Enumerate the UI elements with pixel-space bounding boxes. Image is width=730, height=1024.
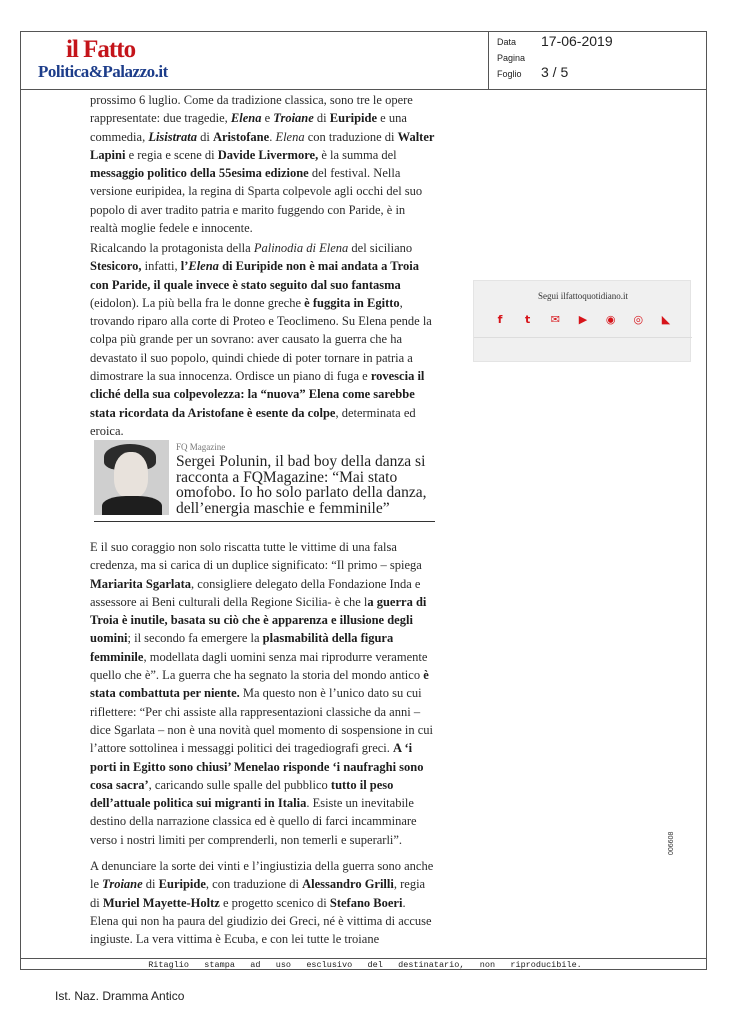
text-run: di bbox=[142, 877, 159, 892]
text-run: , con traduzione di bbox=[205, 877, 303, 892]
logo-line-1: il Fatto bbox=[66, 36, 136, 63]
article-paragraph-1 bbox=[90, 91, 435, 237]
text-run: e regia e scene di bbox=[125, 147, 218, 162]
publication-logo bbox=[38, 34, 208, 84]
text-run: e una commedia, bbox=[90, 111, 407, 144]
page-label: Pagina bbox=[497, 53, 526, 63]
text-run: Troiane bbox=[102, 877, 143, 892]
text-run: , consigliere delegato della Fondazione Inda e assessore ai Beni culturali della Regione Sicilia- è che l bbox=[90, 576, 421, 609]
text-run: e bbox=[261, 111, 274, 126]
text-run: Davide Livermore, bbox=[217, 147, 319, 162]
text-run: (eidolon). La più bella fra le donne greche bbox=[90, 295, 305, 310]
text-run: di bbox=[196, 129, 213, 144]
text-run: Stesicoro, bbox=[90, 259, 142, 274]
text-run: , regia di bbox=[90, 877, 426, 910]
text-run: prossimo 6 luglio. Come da tradizione classica, sono tre le opere rappresentate: due tragedie, bbox=[90, 93, 413, 126]
text-run: con traduzione di bbox=[304, 129, 398, 144]
text-run: , trovando riparo alla corte di Proteo e Teoclimeno. Su Elena pende la colpa più grande per un sovrano: aver causato la guerra che ha devastato il suo popolo, quindi chiede di poter tornare in patria a dimostrare la sua innocenza. Ordisce un piano di fuga e bbox=[90, 295, 432, 384]
reproduction-disclaimer: Ritaglio stampa ad uso esclusivo del destinatario, non riproducibile. bbox=[148, 960, 582, 970]
text-run: Ma questo non è l’unico dato su cui riflettere: “Per chi assiste alla rappresentazioni classiche da anni – dice Sgarlata – non è una novità quel momento di sospensione in cui l’attore sottolinea i messaggi politici dei tragediografi greci. bbox=[90, 686, 433, 756]
sheet-value: 3 / 5 bbox=[541, 64, 569, 80]
article-paragraph-3 bbox=[90, 538, 435, 849]
text-run: A ‘i porti in Egitto sono chiusi’ Menelao risponde ‘i naufraghi sono cosa sacra’ bbox=[90, 741, 424, 792]
follow-text: Segui ilfattoquotidiano.it bbox=[538, 291, 628, 301]
text-run: Palinodia di Elena bbox=[253, 241, 349, 255]
meta-divider bbox=[488, 31, 489, 89]
sheet-label: Foglio bbox=[497, 69, 522, 79]
header-divider bbox=[20, 89, 707, 90]
facebook-icon[interactable]: f bbox=[497, 313, 503, 326]
text-run: ; il secondo fa emergere la bbox=[127, 631, 263, 646]
text-run: Alessandro Grilli bbox=[302, 877, 394, 892]
text-run: Walter Lapini bbox=[90, 129, 435, 162]
text-run: e progetto scenico di bbox=[219, 895, 330, 910]
text-run: Ricalcando la protagonista della bbox=[90, 241, 254, 255]
text-run: l’ bbox=[180, 259, 189, 274]
text-run: tutto il peso dell’attuale politica sui migranti in Italia bbox=[90, 777, 394, 811]
text-run: plasmabilità della figura femminile bbox=[90, 631, 394, 664]
text-run: Elena bbox=[275, 129, 305, 144]
clipping-source: Ist. Naz. Dramma Antico bbox=[55, 989, 185, 1003]
text-run: A denunciare la sorte dei vinti e l’ingiustizia della guerra sono anche le bbox=[90, 859, 434, 892]
text-run: . Elena qui non ha paura del giudizio dei Greci, né è vittima di accuse ingiuste. La vera vittima è Ecuba, e con lei tutte le troiane bbox=[90, 895, 432, 947]
messenger-icon[interactable]: ◉ bbox=[605, 313, 616, 326]
related-article-category: FQ Magazine bbox=[176, 442, 226, 452]
text-run: messaggio politico della 55esima edizione bbox=[90, 166, 309, 181]
related-article-title[interactable]: Sergei Polunin, il bad boy della danza si racconta a FQMagazine: “Mai stato omofobo. Io ho solo parlato della danza, dell’energia maschie e femminile” bbox=[176, 453, 427, 517]
instagram-icon[interactable]: ◎ bbox=[633, 313, 644, 326]
text-run: Aristofane bbox=[212, 129, 270, 144]
text-run: è la summa del bbox=[318, 147, 397, 162]
text-run: Euripide bbox=[329, 111, 378, 126]
related-article-divider bbox=[94, 521, 435, 522]
text-run: Muriel Mayette-Holtz bbox=[102, 895, 220, 910]
text-run: Lisistrata bbox=[148, 129, 197, 144]
text-run: , determinata ed eroica. bbox=[90, 405, 416, 438]
text-run: infatti, bbox=[141, 259, 181, 274]
date-value: 17-06-2019 bbox=[541, 33, 613, 49]
related-article-thumbnail[interactable] bbox=[94, 440, 169, 515]
text-run: è stata combattuta per niente. bbox=[90, 668, 429, 701]
rss-icon[interactable]: ◣ bbox=[661, 313, 671, 326]
text-run: , caricando sulle spalle del pubblico bbox=[148, 777, 331, 792]
text-run: a guerra di Troia è inutile, basata su ciò che è apparenza e illusione degli uomini bbox=[90, 594, 427, 646]
text-run: di bbox=[313, 111, 330, 126]
text-run: Elena bbox=[188, 259, 219, 274]
text-run: del festival. Nella versione euripidea, la regina di Sparta colpevole agli occhi del suo popolo di aver tradito patria e marito fuggendo con Paride, è in realtà moglie fedele e innocente. bbox=[90, 166, 423, 236]
text-run: . bbox=[269, 129, 276, 144]
social-follow-box bbox=[473, 280, 691, 362]
article-paragraph-4 bbox=[90, 857, 435, 948]
text-run: rovescia il cliché della sua colpevolezza: la “nuova” Elena come sarebbe stata ricordata da Aristofane è esente da colpe bbox=[90, 369, 425, 420]
side-reference-number: 006608 bbox=[668, 831, 675, 855]
text-run: E il suo coraggio non solo riscatta tutte le vittime di una falsa credenza, ma si carica di un duplice significato: “Il primo – spiega bbox=[90, 540, 422, 573]
text-run: . Esiste un inevitabile destino della narrazione classica ed è quello di farci incamminare verso i nostri limiti per comprenderli, non temerli e superarli”. bbox=[90, 796, 417, 847]
text-run: Elena bbox=[230, 111, 262, 126]
email-icon[interactable]: ✉ bbox=[550, 313, 560, 326]
youtube-icon[interactable]: ▶ bbox=[578, 313, 588, 326]
text-run: Stefano Boeri bbox=[329, 895, 403, 910]
text-run: Mariarita Sgarlata bbox=[90, 576, 192, 591]
related-article-card[interactable] bbox=[94, 440, 434, 522]
twitter-icon[interactable]: t bbox=[525, 313, 531, 326]
social-icons bbox=[494, 313, 672, 326]
text-run: , modellata dagli uomini senza mai riprodurre veramente quello che è”. La guerra che ha segnato la storia del mondo antico bbox=[90, 649, 428, 683]
social-box-divider bbox=[474, 337, 692, 338]
text-run: è fuggita in Egitto bbox=[304, 295, 400, 310]
logo-line-2: Politica&Palazzo.it bbox=[38, 62, 168, 81]
text-run: Troiane bbox=[273, 111, 314, 126]
text-run: di Euripide non è mai andata a Troia con Paride, il quale invece è stato seguito dal suo fantasma bbox=[90, 259, 419, 292]
text-run: Euripide bbox=[158, 877, 206, 892]
text-run: del siciliano bbox=[348, 241, 413, 255]
article-paragraph-2 bbox=[90, 239, 435, 440]
footer-divider bbox=[20, 958, 707, 959]
date-label: Data bbox=[497, 37, 517, 47]
